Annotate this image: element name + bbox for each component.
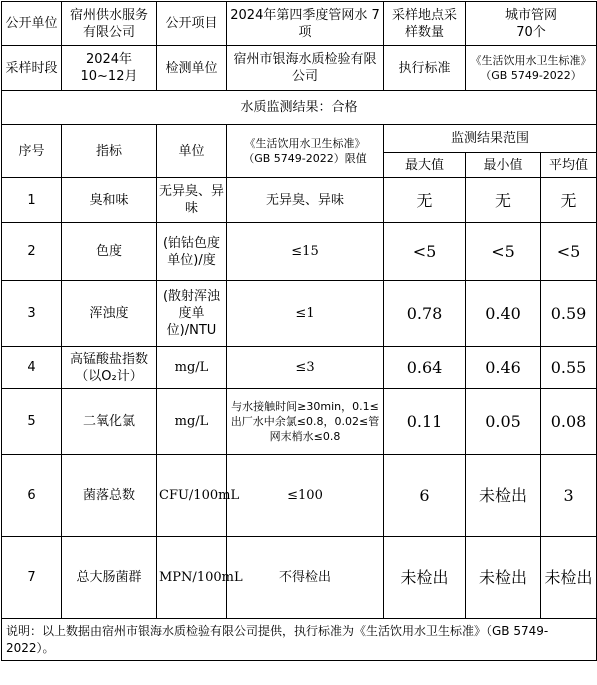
row-unit: mg/L xyxy=(157,347,227,389)
note-row xyxy=(2,619,597,661)
row-no: 1 xyxy=(2,178,62,223)
row-unit: CFU/100mL xyxy=(157,455,227,537)
report-note: 说明：以上数据由宿州市银海水质检验有限公司提供，执行标准为《生活饮用水卫生标准》（GB 5749-2022）。 xyxy=(2,619,597,661)
sampling-period-label: 采样时段 xyxy=(2,46,62,91)
row-max: 0.11 xyxy=(384,389,466,455)
water-quality-report xyxy=(1,1,593,683)
row-limit: 与水接触时间≥30min，0.1≤出厂水中余氯≤0.8，0.02≤管网末梢水≤0.8 xyxy=(227,389,384,455)
row-avg: 3 xyxy=(541,455,597,537)
header-row-2 xyxy=(2,46,597,91)
row-min: 未检出 xyxy=(466,455,541,537)
row-no: 3 xyxy=(2,281,62,347)
sampling-location-line1: 城市管网 xyxy=(505,7,558,23)
row-min: 0.46 xyxy=(466,347,541,389)
row-min: 0.40 xyxy=(466,281,541,347)
row-no: 7 xyxy=(2,537,62,619)
row-avg: 0.55 xyxy=(541,347,597,389)
row-limit: 无异臭、异味 xyxy=(227,178,384,223)
column-header-row-1 xyxy=(2,125,597,153)
row-avg: 0.59 xyxy=(541,281,597,347)
row-limit: ≤100 xyxy=(227,455,384,537)
row-avg: <5 xyxy=(541,223,597,281)
row-unit: (散射浑浊度单位)/NTU xyxy=(157,281,227,347)
row-avg: 0.08 xyxy=(541,389,597,455)
row-indicator: 总大肠菌群 xyxy=(62,537,157,619)
sampling-location-value xyxy=(466,2,597,46)
table-row xyxy=(2,389,597,455)
col-indicator: 指标 xyxy=(62,125,157,178)
row-min: 未检出 xyxy=(466,537,541,619)
sampling-period-value xyxy=(62,46,157,91)
sampling-location-label: 采样地点采样数量 xyxy=(384,2,466,46)
sampling-count: 70个 xyxy=(516,24,546,40)
row-min: 0.05 xyxy=(466,389,541,455)
row-max: 6 xyxy=(384,455,466,537)
col-no: 序号 xyxy=(2,125,62,178)
row-indicator: 臭和味 xyxy=(62,178,157,223)
row-indicator: 菌落总数 xyxy=(62,455,157,537)
row-limit: 不得检出 xyxy=(227,537,384,619)
row-max: 未检出 xyxy=(384,537,466,619)
row-indicator: 二氧化氯 xyxy=(62,389,157,455)
col-max: 最大值 xyxy=(384,153,466,178)
row-min: 无 xyxy=(466,178,541,223)
table-row xyxy=(2,281,597,347)
table-row xyxy=(2,223,597,281)
standard-name: 《生活饮用水卫生标准》 xyxy=(470,54,592,67)
row-no: 4 xyxy=(2,347,62,389)
sampling-months: 10~12月 xyxy=(80,69,138,84)
testing-unit-value: 宿州市银海水质检验有限公司 xyxy=(227,46,384,91)
row-limit: ≤1 xyxy=(227,281,384,347)
col-min: 最小值 xyxy=(466,153,541,178)
row-limit: ≤15 xyxy=(227,223,384,281)
standard-code: （GB 5749-2022） xyxy=(480,69,582,82)
col-range: 监测结果范围 xyxy=(384,125,597,153)
sampling-year: 2024年 xyxy=(85,52,133,67)
table-row xyxy=(2,347,597,389)
public-unit-value: 宿州供水服务有限公司 xyxy=(62,2,157,46)
row-indicator: 浑浊度 xyxy=(62,281,157,347)
row-unit: MPN/100mL xyxy=(157,537,227,619)
header-row-1 xyxy=(2,2,597,46)
row-indicator: 高锰酸盐指数（以O₂计） xyxy=(62,347,157,389)
col-limit-line2: （GB 5749-2022）限值 xyxy=(243,152,367,165)
row-min: <5 xyxy=(466,223,541,281)
row-limit: ≤3 xyxy=(227,347,384,389)
table-row xyxy=(2,455,597,537)
result-row xyxy=(2,91,597,125)
row-unit: mg/L xyxy=(157,389,227,455)
standard-label: 执行标准 xyxy=(384,46,466,91)
public-unit-label: 公开单位 xyxy=(2,2,62,46)
row-avg: 未检出 xyxy=(541,537,597,619)
col-avg: 平均值 xyxy=(541,153,597,178)
row-unit: (铂钴色度单位)/度 xyxy=(157,223,227,281)
public-item-label: 公开项目 xyxy=(157,2,227,46)
standard-value xyxy=(466,46,597,91)
public-item-value: 2024年第四季度管网水 7项 xyxy=(227,2,384,46)
row-indicator: 色度 xyxy=(62,223,157,281)
water-quality-table xyxy=(1,1,597,661)
col-limit-line1: 《生活饮用水卫生标准》 xyxy=(244,137,366,150)
col-limit xyxy=(227,125,384,178)
row-no: 5 xyxy=(2,389,62,455)
result-title: 水质监测结果：合格 xyxy=(2,91,597,125)
row-no: 2 xyxy=(2,223,62,281)
row-max: 0.78 xyxy=(384,281,466,347)
testing-unit-label: 检测单位 xyxy=(157,46,227,91)
row-max: <5 xyxy=(384,223,466,281)
table-row xyxy=(2,537,597,619)
row-no: 6 xyxy=(2,455,62,537)
row-max: 无 xyxy=(384,178,466,223)
table-row xyxy=(2,178,597,223)
col-unit: 单位 xyxy=(157,125,227,178)
row-max: 0.64 xyxy=(384,347,466,389)
row-avg: 无 xyxy=(541,178,597,223)
row-unit: 无异臭、异味 xyxy=(157,178,227,223)
